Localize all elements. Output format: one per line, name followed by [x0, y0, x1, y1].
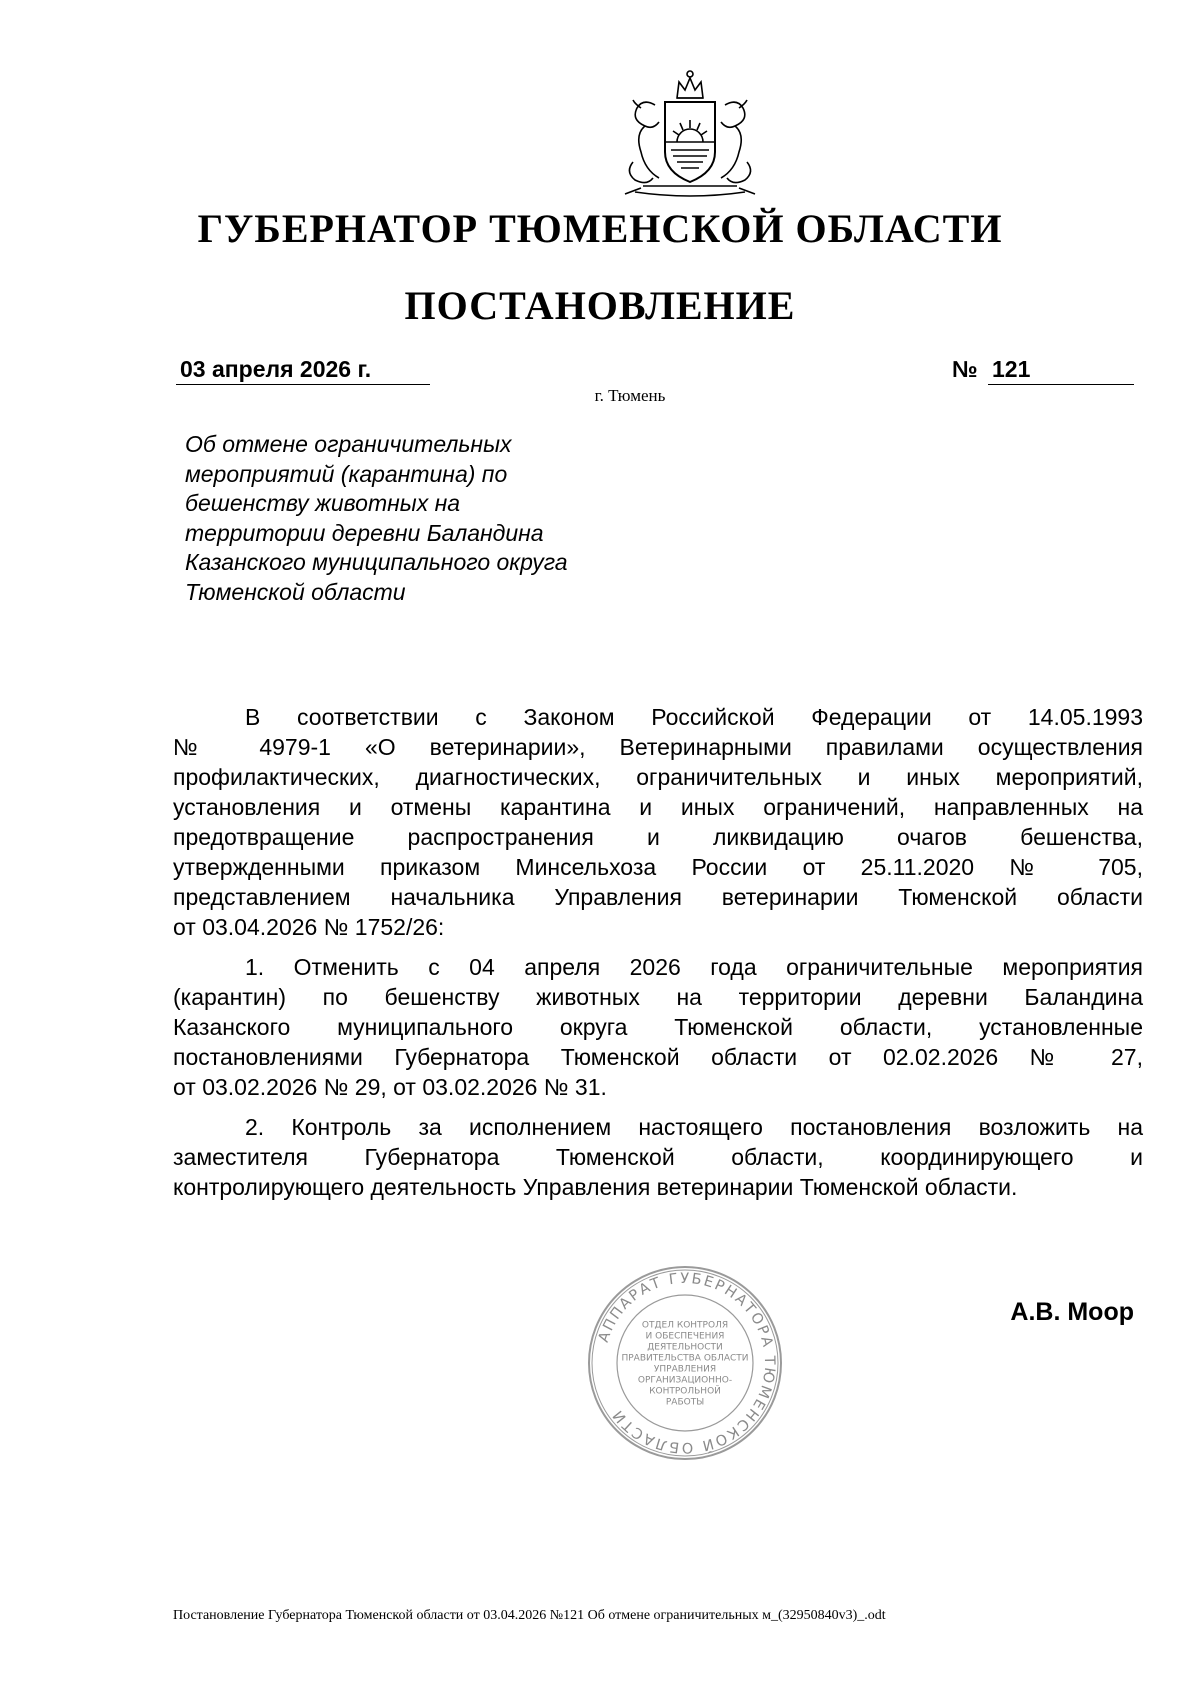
svg-text:ПРАВИТЕЛЬСТВА ОБЛАСТИ: ПРАВИТЕЛЬСТВА ОБЛАСТИ [621, 1353, 749, 1364]
document-type-title: ПОСТАНОВЛЕНИЕ [404, 283, 796, 328]
city-label: г. Тюмень [594, 386, 666, 405]
body-line: установления и отмены карантина и иных ограничений, направленных на [173, 794, 1143, 820]
svg-text:УПРАВЛЕНИЯ: УПРАВЛЕНИЯ [653, 1364, 717, 1375]
number-sign: № [952, 356, 978, 382]
body-line: В соответствии с Законом Российской Федерации от 14.05.1993 [245, 704, 1143, 730]
official-stamp [585, 1263, 785, 1463]
body-line: контролирующего деятельность Управления ветеринарии Тюменской области. [173, 1174, 1018, 1200]
subject-line: мероприятий (карантина) по [185, 460, 508, 487]
date-field [176, 354, 430, 385]
body-line: от 03.04.2026 № 1752/26: [173, 914, 445, 940]
body-line: профилактических, диагностических, ограничительных и иных мероприятий, [173, 764, 1143, 790]
svg-text:РАБОТЫ: РАБОТЫ [665, 1397, 705, 1408]
body-line: предотвращение распространения и ликвидацию очагов бешенства, [173, 824, 1143, 850]
document-body [173, 702, 1143, 1202]
item-1-paragraph [173, 952, 1143, 1102]
svg-text:И ОБЕСПЕЧЕНИЯ: И ОБЕСПЕЧЕНИЯ [645, 1331, 725, 1342]
svg-text:ДЕЯТЕЛЬНОСТИ: ДЕЯТЕЛЬНОСТИ [647, 1342, 723, 1353]
body-line: постановлениями Губернатора Тюменской области от 02.02.2026 № 27, [173, 1044, 1143, 1070]
subject-line: бешенству животных на [185, 490, 461, 516]
svg-text:ОТДЕЛ КОНТРОЛЯ: ОТДЕЛ КОНТРОЛЯ [641, 1320, 729, 1331]
coat-of-arms-icon [595, 60, 785, 210]
number-field [988, 354, 1134, 385]
svg-text:ОРГАНИЗАЦИОННО-: ОРГАНИЗАЦИОННО- [637, 1375, 733, 1386]
body-line: № 4979-1 «О ветеринарии», Ветеринарными правилами осуществления [173, 734, 1143, 760]
footer-filename: Постановление Губернатора Тюменской области от 03.04.2026 №121 Об отмене ограничительных м_(32950840v3)_.odt [173, 1608, 886, 1623]
subject-line: территории деревни Баландина [185, 519, 544, 546]
document-number: 121 [992, 356, 1031, 382]
svg-text:АППАРАТ ГУБЕРНАТОРА ТЮМЕНСКОЙ: АППАРАТ ГУБЕРНАТОРА ТЮМЕНСКОЙ ОБЛАСТИ [595, 1270, 778, 1456]
body-line: от 03.02.2026 № 29, от 03.02.2026 № 31. [173, 1074, 607, 1100]
body-line: заместителя Губернатора Тюменской области, координирующего и [173, 1144, 1143, 1170]
signer-name: А.В. Моор [1010, 1298, 1134, 1326]
item-2-paragraph [173, 1112, 1143, 1202]
subject-line: Тюменской области [185, 578, 406, 605]
organization-title: ГУБЕРНАТОР ТЮМЕНСКОЙ ОБЛАСТИ [197, 206, 1003, 251]
preamble-paragraph [173, 702, 1143, 942]
body-line: 2. Контроль за исполнением настоящего постановления возложить на [245, 1114, 1143, 1140]
body-line: (карантин) по бешенству животных на территории деревни Баландина [173, 984, 1143, 1010]
body-line: утвержденными приказом Минсельхоза России от 25.11.2020 № 705, [173, 854, 1143, 880]
svg-text:КОНТРОЛЬНОЙ: КОНТРОЛЬНОЙ [649, 1386, 721, 1397]
document-subject [185, 430, 645, 607]
body-line: 1. Отменить с 04 апреля 2026 года ограничительные мероприятия [245, 954, 1143, 980]
document-date: 03 апреля 2026 г. [180, 356, 372, 382]
body-line: представлением начальника Управления ветеринарии Тюменской области [173, 884, 1143, 910]
subject-line: Казанского муниципального округа [185, 549, 568, 575]
subject-line: Об отмене ограничительных [185, 431, 512, 457]
body-line: Казанского муниципального округа Тюменской области, установленные [173, 1014, 1143, 1040]
